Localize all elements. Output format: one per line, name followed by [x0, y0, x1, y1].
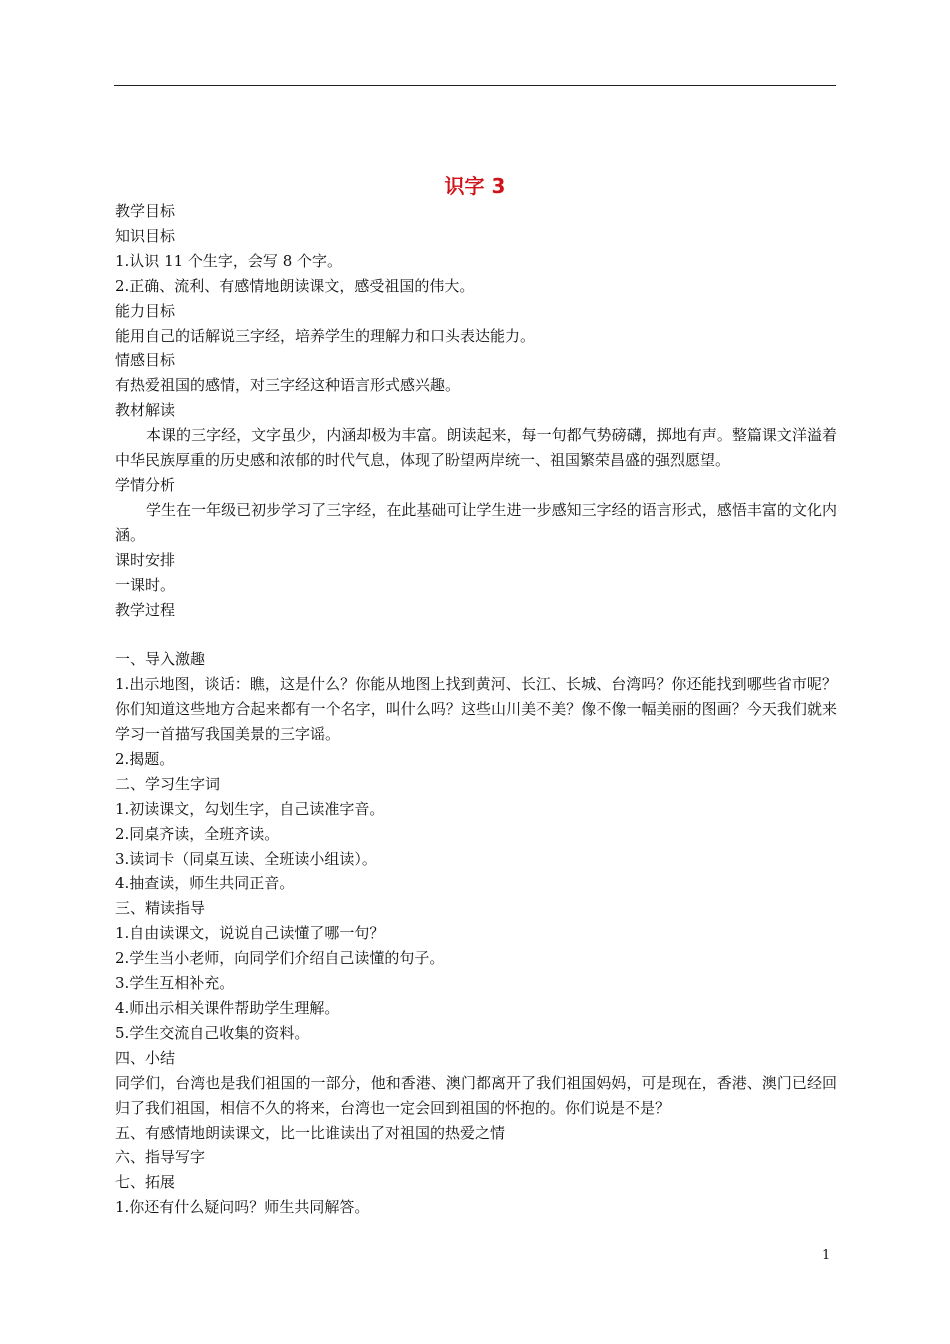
list-item: 1.你还有什么疑问吗？师生共同解答。 — [115, 1198, 370, 1217]
section-heading: 教学目标 — [115, 202, 176, 220]
document-body — [115, 199, 837, 1220]
list-item: 1.自由读课文，说说自己读懂了哪一句？ — [115, 924, 385, 943]
list-item: 3.读词卡（同桌互读、全班读小组读）。 — [115, 849, 377, 868]
step-heading: 二、学习生字词 — [115, 774, 221, 793]
section-heading: 课时安排 — [115, 550, 176, 569]
list-item: 5.学生交流自己收集的资料。 — [115, 1023, 310, 1042]
paragraph: 本课的三字经，文字虽少，内涵却极为丰富。朗读起来，每一句都气势磅礴，掷地有声。整篇课文洋溢着中华民族厚重的历史感和浓郁的时代气息，体现了盼望两岸统一、祖国繁荣昌盛的强烈愿望。 — [115, 426, 837, 470]
list-item: 3.学生互相补充。 — [115, 974, 235, 993]
paragraph: 同学们，台湾也是我们祖国的一部分，他和香港、澳门都离开了我们祖国妈妈，可是现在，香港、澳门已经回归了我们祖国，相信不久的将来，台湾也一定会回到祖国的怀抱的。你们说是不是？ — [115, 1073, 837, 1117]
step-heading: 四、小结 — [115, 1048, 176, 1067]
paragraph: 有热爱祖国的感情，对三字经这种语言形式感兴趣。 — [115, 376, 461, 395]
sub-heading: 知识目标 — [115, 226, 176, 245]
list-item: 2.学生当小老师，向同学们介绍自己读懂的句子。 — [115, 949, 445, 968]
step-heading: 一、导入激趣 — [115, 650, 206, 669]
list-item: 2.同桌齐读，全班齐读。 — [115, 824, 280, 843]
blank-line — [115, 622, 837, 647]
sub-heading: 能力目标 — [115, 301, 176, 320]
list-item: 4.师出示相关课件帮助学生理解。 — [115, 998, 340, 1017]
list-item: 4.抽查读，师生共同正音。 — [115, 874, 295, 893]
step-heading: 三、精读指导 — [115, 899, 206, 918]
section-heading: 教材解读 — [115, 401, 176, 420]
header-rule — [114, 85, 836, 86]
page-number: 1 — [822, 1248, 831, 1263]
list-item: 2.正确、流利、有感情地朗读课文，感受祖国的伟大。 — [115, 276, 475, 295]
step-heading: 五、有感情地朗读课文，比一比谁读出了对祖国的热爱之情 — [115, 1123, 506, 1142]
paragraph: 一课时。 — [115, 575, 176, 594]
paragraph: 能用自己的话解说三字经，培养学生的理解力和口头表达能力。 — [115, 326, 536, 345]
section-heading: 教学过程 — [115, 600, 176, 619]
document-title: 识字 3 — [444, 174, 506, 198]
list-item: 2.揭题。 — [115, 749, 175, 768]
list-item: 1.认识 11 个生字，会写 8 个字。 — [115, 251, 343, 270]
list-item: 1.出示地图，谈话：瞧，这是什么？你能从地图上找到黄河、长江、长城、台湾吗？你还能找到哪些省市呢？你们知道这些地方合起来都有一个名字，叫什么吗？这些山川美不美？像不像一幅美丽的图画？今天我们就来学习一首描写我国美景的三字谣。 — [115, 675, 837, 744]
sub-heading: 情感目标 — [115, 351, 176, 370]
list-item: 1.初读课文，勾划生字，自己读准字音。 — [115, 799, 385, 818]
paragraph: 学生在一年级已初步学习了三字经，在此基础可让学生进一步感知三字经的语言形式，感悟丰富的文化内涵。 — [115, 500, 837, 544]
step-heading: 七、拓展 — [115, 1173, 176, 1192]
step-heading: 六、指导写字 — [115, 1148, 206, 1167]
section-heading: 学情分析 — [115, 475, 176, 494]
